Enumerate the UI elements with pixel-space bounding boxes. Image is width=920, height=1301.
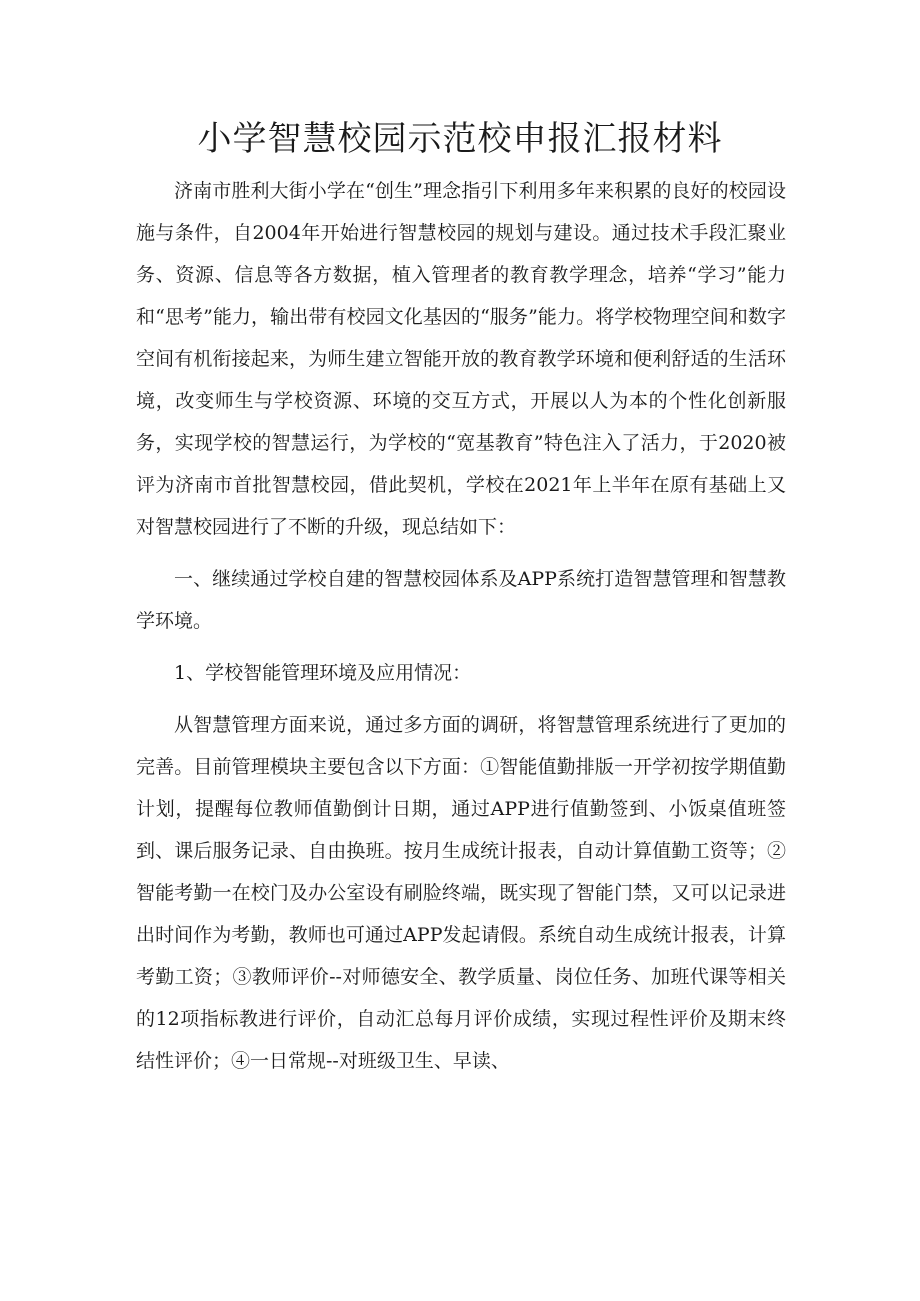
paragraph-management: 从智慧管理方面来说，通过多方面的调研，将智慧管理系统进行了更加的完善。目前管理模块主要包含以下方面：①智能值勤排版一开学初按学期值勤计划，提醒每位教师值勤倒计日期，通过APP进行值勤签到、小饭桌值班签到、课后服务记录、自由换班。按月生成统计报表，自动计算值勤工资等；②智能考勤一在校门及办公室设有刷脸终端，既实现了智能门禁，又可以记录进出时间作为考勤，教师也可通过APP发起请假。系统自动生成统计报表，计算考勤工资；③教师评价--对师德安全、教学质量、岗位任务、加班代课等相关的12项指标教进行评价，自动汇总每月评价成绩，实现过程性评价及期末终结性评价；④一日常规--对班级卫生、早读、: [136, 714, 786, 1072]
paragraph-intro: 济南市胜利大街小学在“创生”理念指引下利用多年来积累的良好的校园设施与条件，自2004年开始进行智慧校园的规划与建设。通过技术手段汇聚业务、资源、信息等各方数据，植入管理者的教育教学理念，培养“学习”能力和“思考”能力，输出带有校园文化基因的“服务”能力。将学校物理空间和数字空间有机衔接起来，为师生建立智能开放的教育教学环境和便利舒适的生活环境，改变师生与学校资源、环境的交互方式，开展以人为本的个性化创新服务，实现学校的智慧运行，为学校的“宽基教育”特色注入了活力，于2020被评为济南市首批智慧校园，借此契机，学校在2021年上半年在原有基础上又对智慧校园进行了不断的升级，现总结如下：: [136, 180, 786, 538]
paragraph-subsection-heading: 1、学校智能管理环境及应用情况：: [174, 662, 472, 684]
paragraph-section-heading: 一、继续通过学校自建的智慧校园体系及APP系统打造智慧管理和智慧教学环境。: [136, 568, 786, 632]
document-title: 小学智慧校园示范校申报汇报材料: [197, 119, 723, 159]
document-body: [136, 170, 786, 1082]
